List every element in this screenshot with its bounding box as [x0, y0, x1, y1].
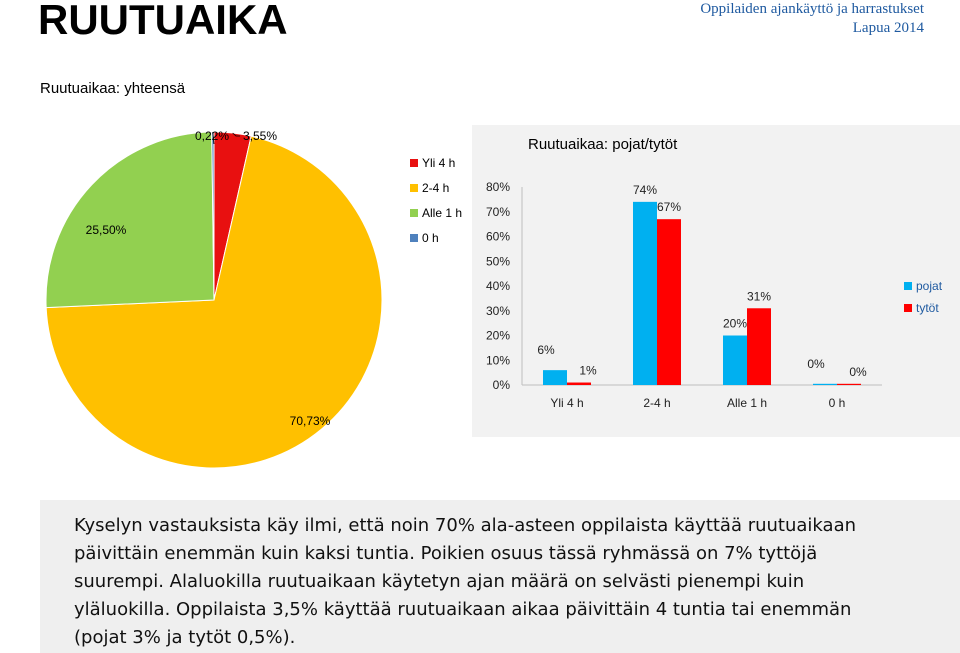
pie-slice — [46, 132, 214, 308]
bar-chart — [472, 125, 960, 437]
bar-data-label: 67% — [656, 200, 682, 215]
pie-data-label: 3,55% — [242, 129, 278, 143]
bar-data-label: 0% — [849, 364, 867, 379]
x-tick-label: 0 h — [828, 396, 846, 410]
bar-pojat-2-4 h — [633, 202, 657, 385]
y-tick-label: 70% — [485, 204, 510, 219]
bar-pojat-Alle 1 h — [723, 336, 747, 386]
bar-tytöt-Alle 1 h — [747, 308, 771, 385]
x-tick-label: 2-4 h — [643, 396, 671, 410]
header-location-year: Lapua 2014 — [852, 20, 924, 36]
legend-swatch — [904, 304, 912, 312]
y-tick-label: 80% — [485, 180, 510, 194]
pie-legend-item — [410, 175, 462, 200]
page-title: RUUTUAIKA — [38, 0, 288, 43]
legend-swatch — [410, 184, 418, 192]
pie-legend-label: Alle 1 h — [422, 205, 463, 220]
legend-swatch — [410, 209, 418, 217]
bar-data-label: 0% — [807, 356, 825, 371]
legend-swatch — [410, 234, 418, 242]
pie-data-label: 70,73% — [289, 414, 331, 428]
bar-data-label: 6% — [537, 343, 555, 358]
pie-legend-item — [410, 225, 462, 250]
bar-data-label: 31% — [746, 289, 772, 304]
y-tick-label: 10% — [485, 353, 510, 368]
pie-legend-item — [410, 150, 462, 175]
y-tick-label: 50% — [485, 254, 510, 269]
pie-data-label: 0,22% — [194, 129, 230, 143]
bar-legend-label: tytöt — [916, 301, 939, 315]
bar-tytöt-Yli 4 h — [567, 383, 591, 385]
pie-chart-title: Ruutuaikaa: yhteensä — [40, 80, 186, 97]
pie-data-label: 25,50% — [85, 223, 127, 237]
legend-swatch — [904, 282, 912, 290]
summary-text: Kyselyn vastauksista käy ilmi, että noin 70% ala-asteen oppilaista käyttää ruutuaikaan päivittäin enemmän kuin kaksi tuntia. Poikien osuus tässä ryhmässä on 7% tyttöjä suurempi. Alaluokilla ruutuaikaan käytetyn ajan määrä on selvästi pienempi kuin yläluokilla. Oppilaista 3,5% käyttää ruutuaikaan aikaa päivittäin 4 tuntia tai enemmän (pojat 3% ja tytöt 0,5%). — [74, 515, 857, 648]
bar-legend-label: pojat — [916, 279, 943, 293]
y-tick-label: 30% — [485, 303, 510, 318]
bar-chart-panel — [472, 125, 960, 437]
x-tick-label: Yli 4 h — [550, 396, 584, 410]
pie-legend-label: 0 h — [422, 230, 439, 245]
pie-legend-label: 2-4 h — [422, 180, 450, 195]
bar-data-label: 20% — [722, 316, 748, 331]
bar-tytöt-2-4 h — [657, 219, 681, 385]
y-tick-label: 20% — [485, 328, 510, 343]
y-tick-label: 0% — [492, 378, 510, 392]
header-info — [700, 0, 924, 38]
pie-legend-label: Yli 4 h — [422, 155, 456, 170]
bar-tytöt-0 h — [837, 384, 861, 385]
pie-legend-item — [410, 200, 462, 225]
header-survey-name: Oppilaiden ajankäyttö ja harrastukset — [700, 1, 924, 17]
bar-legend-item — [904, 275, 942, 297]
bar-data-label: 74% — [632, 182, 658, 197]
bar-pojat-0 h — [813, 384, 837, 385]
summary-panel — [40, 500, 960, 653]
bar-pojat-Yli 4 h — [543, 370, 567, 385]
y-tick-label: 40% — [485, 279, 510, 293]
bar-data-label: 1% — [579, 363, 597, 378]
bar-chart-title: Ruutuaikaa: pojat/tytöt — [528, 136, 678, 153]
legend-swatch — [410, 159, 418, 167]
x-tick-label: Alle 1 h — [726, 396, 768, 410]
bar-legend-item — [904, 297, 942, 319]
y-tick-label: 60% — [485, 229, 510, 244]
bar-legend — [904, 275, 942, 319]
pie-chart — [0, 100, 470, 500]
pie-legend — [410, 150, 462, 250]
